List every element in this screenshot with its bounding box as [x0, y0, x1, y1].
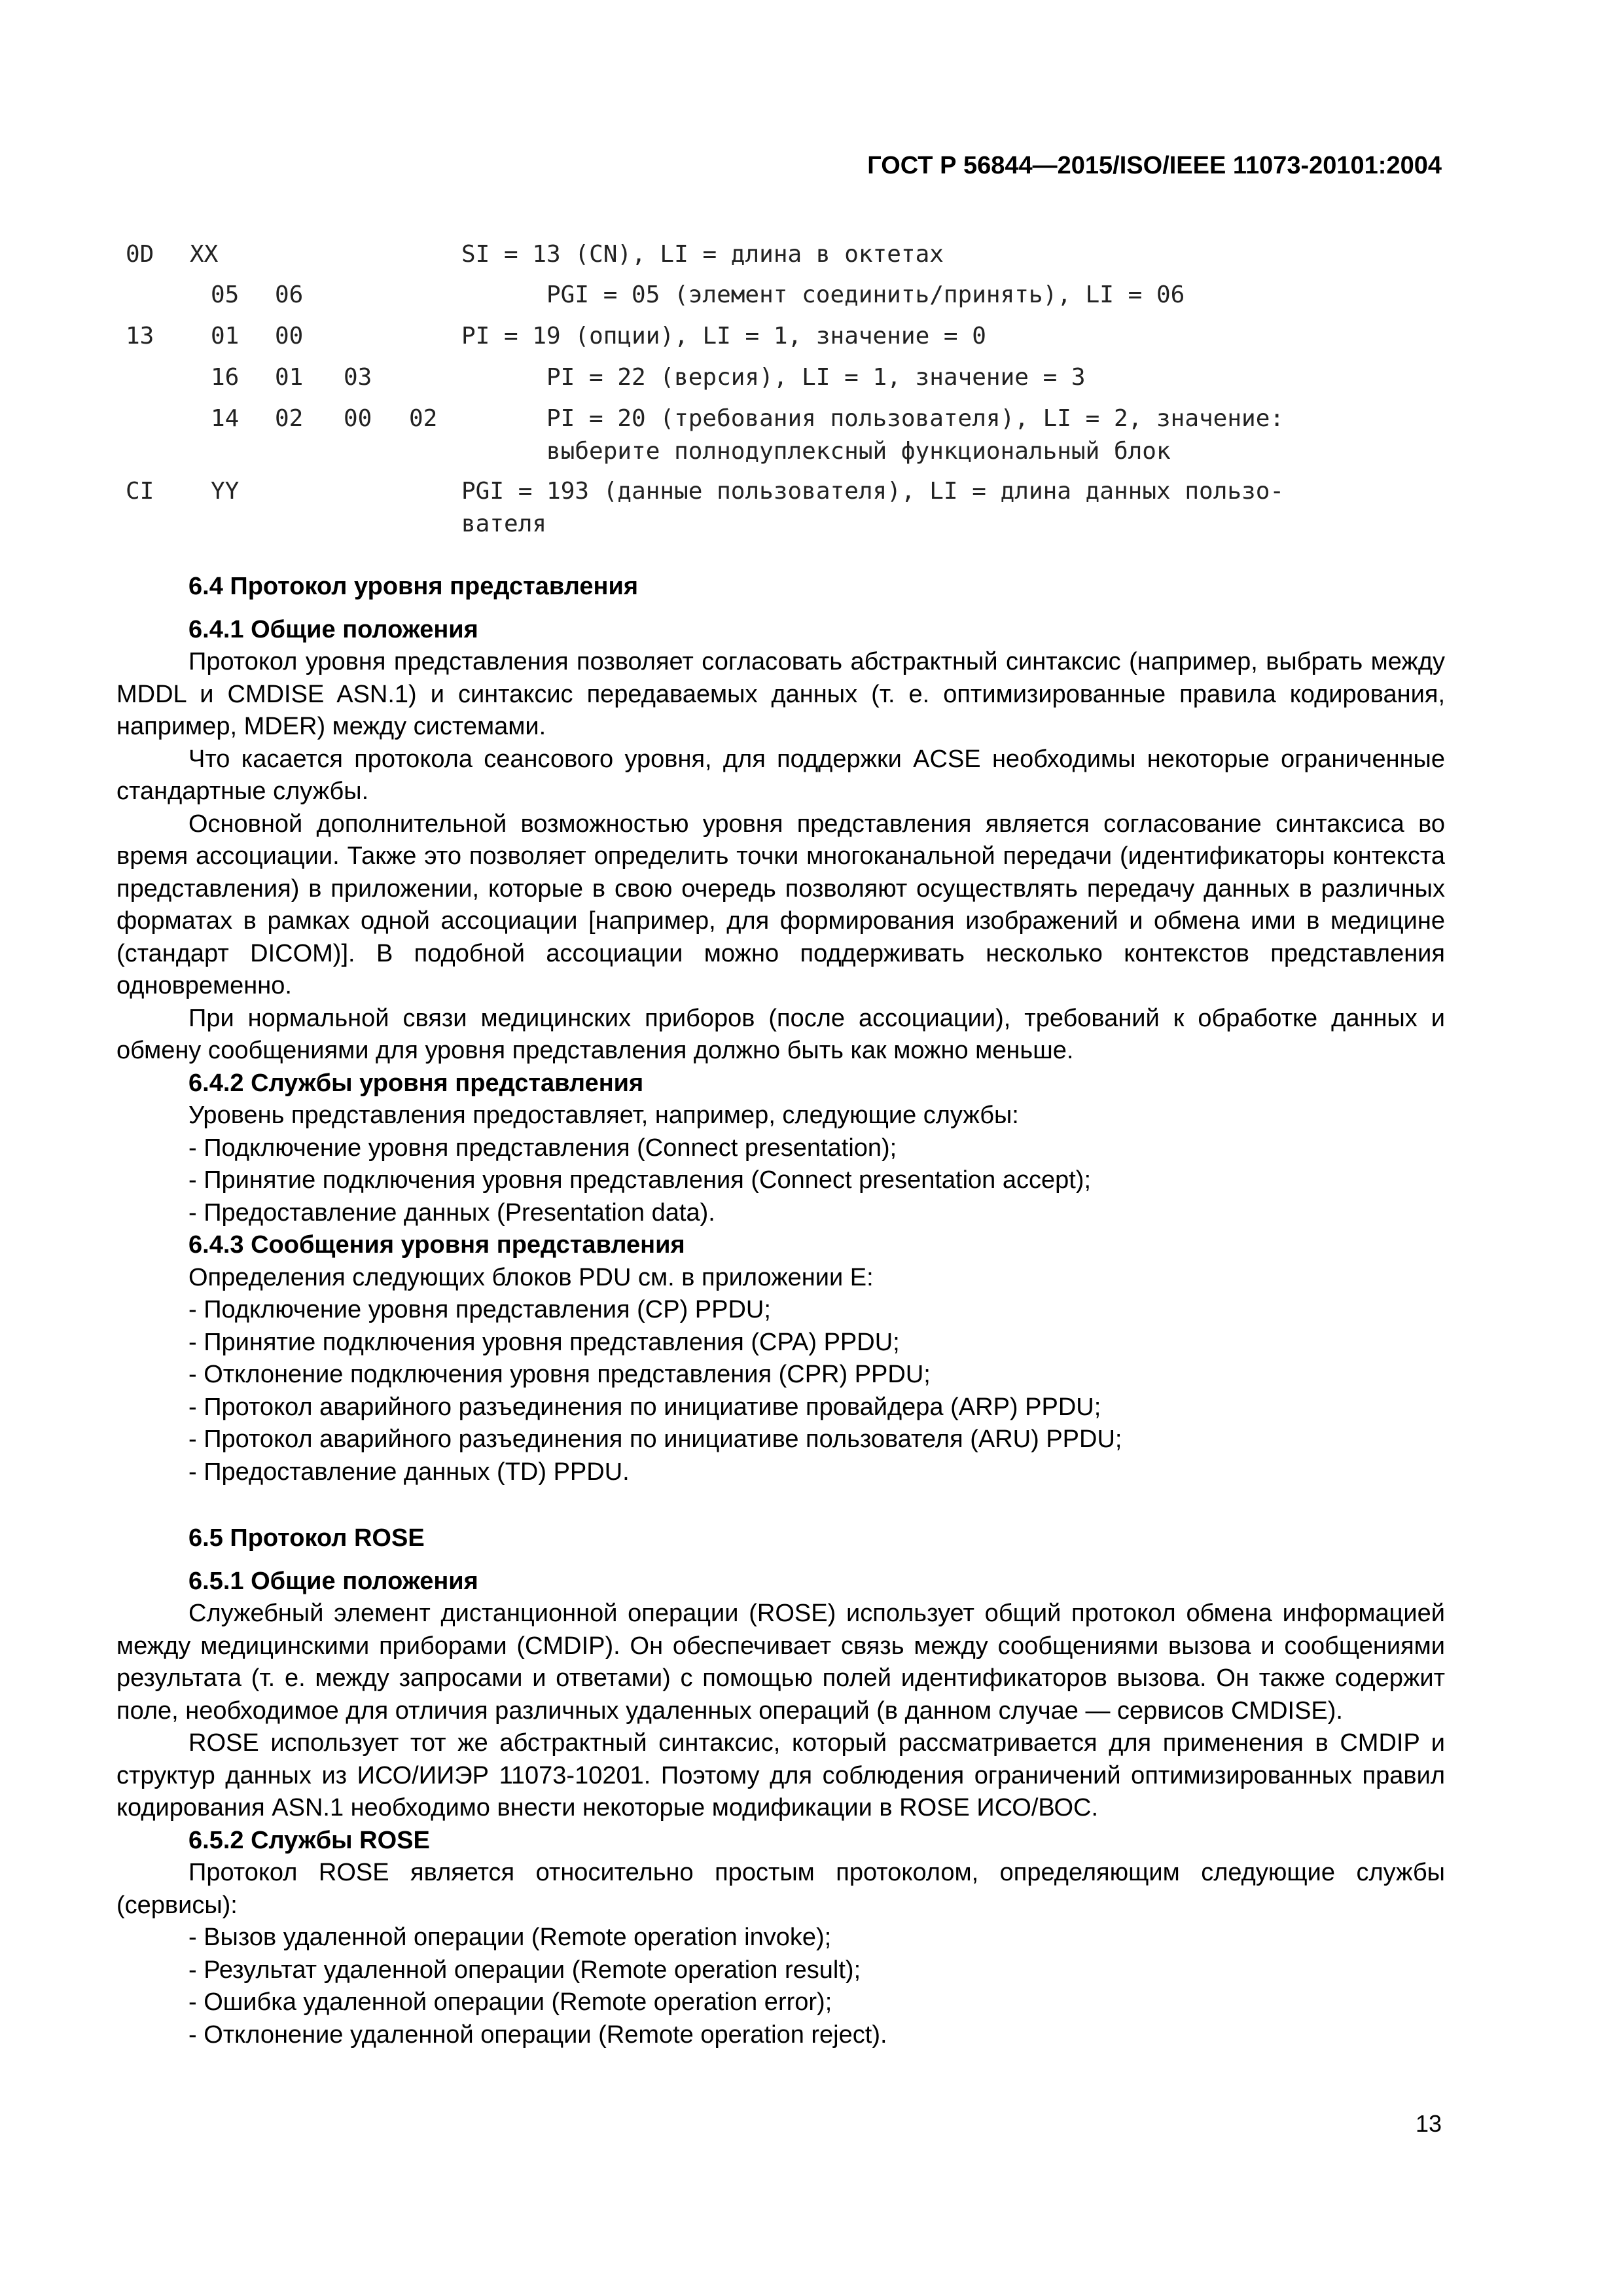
hex-byte: 00	[344, 405, 372, 432]
subsection-heading: 6.5.1 Общие положения	[188, 1567, 478, 1595]
hex-byte: 01	[275, 364, 304, 391]
list-item: - Отклонение подключения уровня представления (CPR) PPDU;	[188, 1361, 931, 1388]
section-heading: 6.4 Протокол уровня представления	[188, 573, 638, 600]
paragraph: Протокол уровня представления позволяет согласовать абстрактный синтаксис (например, выбрать между MDDL и CMDISE ASN.1) и синтаксис передаваемых данных (т. е. оптимизированные правила кодирования, например, MDER) между системами.	[116, 648, 1445, 740]
hex-description: PI = 19 (опции), LI = 1, значение = 0	[461, 323, 986, 350]
subsection-heading: 6.5.2 Службы ROSE	[188, 1826, 430, 1854]
hex-byte: 16	[211, 364, 240, 391]
list-item: - Принятие подключения уровня представления (Connect presentation accept);	[188, 1166, 1092, 1194]
hex-description: PGI = 193 (данные пользователя), LI = длина данных пользо-	[461, 478, 1285, 505]
hex-byte: 02	[275, 405, 304, 432]
hex-byte: 06	[275, 281, 304, 308]
hex-byte: 00	[275, 323, 304, 350]
hex-byte: 01	[211, 323, 240, 350]
page-number: 13	[1415, 2110, 1442, 2137]
hex-byte: 03	[344, 364, 372, 391]
hex-byte: CI	[126, 478, 154, 505]
list-item: - Подключение уровня представления (CP) PPDU;	[188, 1296, 771, 1323]
list-item: - Вызов удаленной операции (Remote operation invoke);	[188, 1924, 832, 1951]
hex-byte: 0D	[126, 241, 154, 268]
hex-description: PI = 22 (версия), LI = 1, значение = 3	[546, 364, 1086, 391]
paragraph: Что касается протокола сеансового уровня, для поддержки ACSE необходимы некоторые ограниченные стандартные службы.	[116, 745, 1445, 805]
list-item: - Протокол аварийного разъединения по инициативе провайдера (ARP) PPDU;	[188, 1393, 1101, 1421]
hex-row-continued	[0, 438, 1623, 477]
hex-byte: 05	[211, 281, 240, 308]
section-heading: 6.5 Протокол ROSE	[188, 1524, 425, 1552]
hex-byte: 13	[126, 323, 154, 350]
hex-row	[0, 364, 1623, 403]
document-header: ГОСТ Р 56844—2015/ISO/IEEE 11073-20101:2004	[867, 152, 1442, 179]
list-intro: Протокол ROSE является относительно простым протоколом, определяющим следующие службы (сервисы):	[116, 1859, 1445, 1919]
document-body	[116, 556, 1445, 2051]
list-item: - Отклонение удаленной операции (Remote operation reject).	[188, 2020, 887, 2049]
hex-description-cont: вателя	[461, 511, 547, 537]
hex-row-continued	[0, 511, 1623, 550]
list-item: - Ошибка удаленной операции (Remote operation error);	[188, 1988, 832, 2016]
hex-row	[0, 323, 1623, 362]
paragraph: Служебный элемент дистанционной операции (ROSE) использует общий протокол обмена информацией между медицинскими приборами (CMDIP). Он обеспечивает связь между сообщениями вызова и сообщениями результата (т. е. между запросами и ответами) с помощью полей идентификаторов вызова. Он также содержит поле, необходимое для отличия различных удаленных операций (в данном случае — сервисов CMDISE).	[116, 1600, 1445, 1725]
hex-row	[0, 241, 1623, 280]
paragraph: Основной дополнительной возможностью уровня представления является согласование синтаксиса во время ассоциации. Также это позволяет определить точки многоканальной передачи (идентификаторы контекста представления) в приложении, которые в свою очередь позволяют осуществлять передачу данных в различных форматах в рамках одной ассоциации [например, для формирования изображений и обмена ими в медицине (стандарт DICOM)]. В подобной ассоциации можно поддерживать несколько контекстов представления одновременно.	[116, 810, 1445, 999]
hex-byte: 14	[211, 405, 240, 432]
hex-description-cont: выберите полнодуплексный функциональный блок	[546, 438, 1171, 465]
hex-description: PGI = 05 (элемент соединить/принять), LI = 06	[546, 281, 1185, 308]
list-item: - Предоставление данных (Presentation data).	[188, 1198, 715, 1227]
list-item: - Подключение уровня представления (Connect presentation);	[188, 1134, 897, 1162]
list-item: - Принятие подключения уровня представления (CPA) PPDU;	[188, 1328, 900, 1356]
paragraph: При нормальной связи медицинских приборов (после ассоциации), требований к обработке данных и обмену сообщениями для уровня представления должно быть как можно меньше.	[116, 1004, 1445, 1064]
list-intro: Уровень представления предоставляет, например, следующие службы:	[188, 1102, 1019, 1129]
hex-row	[0, 281, 1623, 321]
list-item: - Результат удаленной операции (Remote operation result);	[188, 1956, 861, 1984]
list-item: - Предоставление данных (TD) PPDU.	[188, 1458, 630, 1486]
hex-byte: 02	[409, 405, 438, 432]
subsection-heading: 6.4.3 Сообщения уровня представления	[188, 1231, 685, 1259]
hex-byte: XX	[190, 241, 219, 268]
list-intro: Определения следующих блоков PDU см. в приложении Е:	[188, 1263, 874, 1291]
subsection-heading: 6.4.1 Общие положения	[188, 615, 478, 643]
subsection-heading: 6.4.2 Службы уровня представления	[188, 1069, 644, 1097]
hex-description: PI = 20 (требования пользователя), LI = 2, значение:	[546, 405, 1285, 432]
hex-byte: YY	[211, 478, 240, 505]
paragraph: ROSE использует тот же абстрактный синтаксис, который рассматривается для применения в CMDIP и структур данных из ИСО/ИИЭР 11073-10201. Поэтому для соблюдения ограничений оптимизированных правил кодирования ASN.1 необходимо внести некоторые модификации в ROSE ИСО/ВОС.	[116, 1729, 1445, 1821]
list-item: - Протокол аварийного разъединения по инициативе пользователя (ARU) PPDU;	[188, 1426, 1122, 1453]
hex-description: SI = 13 (CN), LI = длина в октетах	[461, 241, 944, 268]
